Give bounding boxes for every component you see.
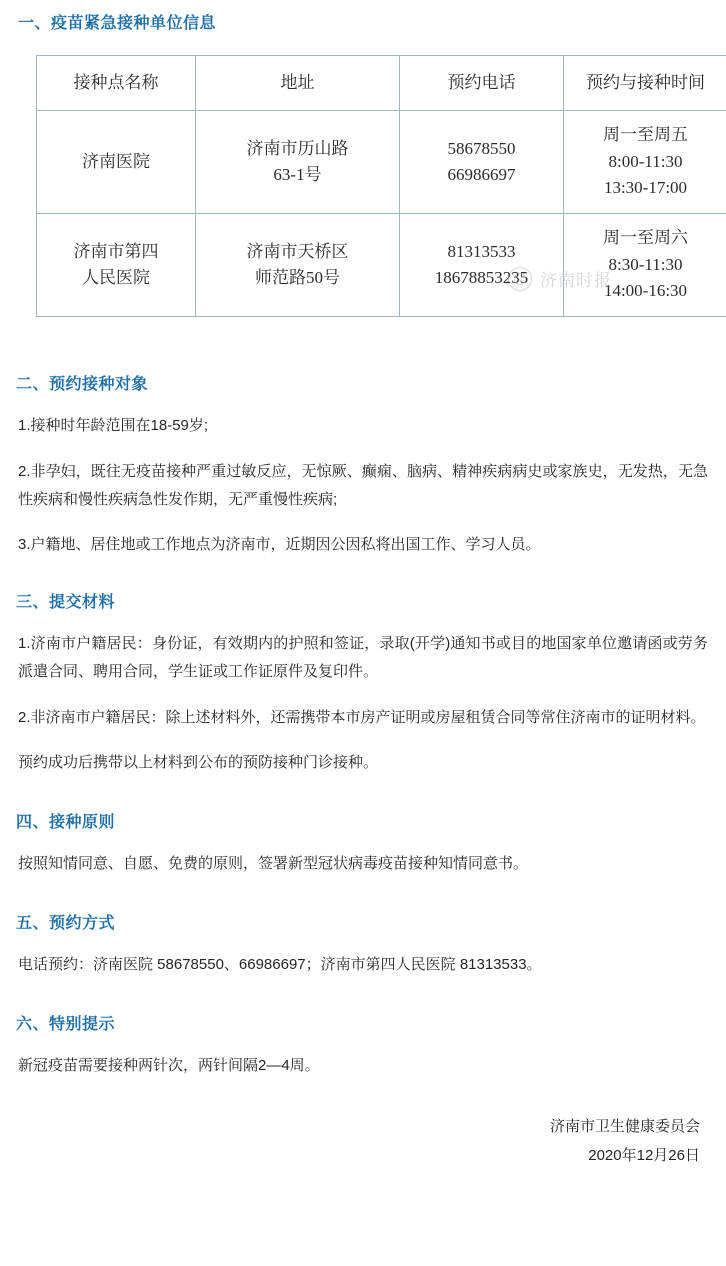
paragraph-3-1: 1.济南市户籍居民：身份证，有效期内的护照和签证，录取(开学)通知书或目的地国家单位邀请函或劳务派遣合同、聘用合同，学生证或工作证原件及复印件。 [18, 630, 708, 686]
cell-line: 人民医院 [41, 265, 191, 291]
section-heading-4: 四、接种原则 [16, 809, 710, 832]
paragraph-2-3: 3.户籍地、居住地或工作地点为济南市，近期因公因私将出国工作、学习人员。 [18, 531, 708, 559]
vaccination-sites-table-wrapper [36, 55, 710, 317]
table-row [37, 214, 726, 317]
table-row [37, 111, 726, 214]
cell-time [564, 214, 726, 317]
paragraph-3-2: 2.非济南市户籍居民：除上述材料外，还需携带本市房产证明或房屋租赁合同等常住济南市的证明材料。 [18, 704, 708, 732]
table-header-phone: 预约电话 [400, 56, 564, 111]
cell-line: 13:30-17:00 [568, 175, 723, 201]
cell-address [196, 111, 400, 214]
cell-line: 81313533 [404, 239, 559, 265]
cell-line: 济南市第四 [41, 239, 191, 265]
paragraph-2-2: 2.非孕妇，既往无疫苗接种严重过敏反应，无惊厥、癫痫、脑病、精神疾病病史或家族史，无发热，无急性疾病和慢性疾病急性发作期，无严重慢性疾病; [18, 458, 708, 514]
footer-date: 2020年12月26日 [16, 1142, 700, 1171]
cell-phone [400, 111, 564, 214]
vaccination-sites-table [36, 55, 726, 317]
watermark-text: 济南时报 [540, 266, 612, 291]
table-header-site-name: 接种点名称 [37, 56, 196, 111]
cell-time [564, 111, 726, 214]
cell-line: 14:00-16:30 [568, 278, 723, 304]
cell-line: 周一至周六 [568, 225, 723, 251]
cell-line: 周一至周五 [568, 122, 723, 148]
cell-address [196, 214, 400, 317]
cell-line: 济南医院 [41, 149, 191, 175]
table-header-address: 地址 [196, 56, 400, 111]
table-header-row [37, 56, 726, 111]
cell-line: 58678550 [404, 136, 559, 162]
section-heading-6: 六、特别提示 [16, 1011, 710, 1034]
cell-line: 8:30-11:30 [568, 252, 723, 278]
paragraph-5-1: 电话预约：济南医院 58678550、66986697；济南市第四人民医院 81313533。 [18, 951, 708, 979]
paragraph-3-3: 预约成功后携带以上材料到公布的预防接种门诊接种。 [18, 749, 708, 777]
table-header-time: 预约与接种时间 [564, 56, 726, 111]
cell-line: 63-1号 [200, 162, 395, 188]
cell-phone [400, 214, 564, 317]
cell-line: 济南市历山路 [200, 136, 395, 162]
section-heading-5: 五、预约方式 [16, 910, 710, 933]
footer-issuer: 济南市卫生健康委员会 [16, 1113, 700, 1142]
paragraph-2-1: 1.接种时年龄范围在18-59岁; [18, 412, 708, 440]
cell-line: 济南市天桥区 [200, 239, 395, 265]
section-heading-1: 一、疫苗紧急接种单位信息 [18, 10, 710, 33]
document-page [0, 10, 726, 1266]
section-heading-3: 三、提交材料 [16, 589, 710, 612]
cell-line: 18678853235 [404, 265, 559, 291]
cell-site-name [37, 214, 196, 317]
paragraph-6-1: 新冠疫苗需要接种两针次，两针间隔2—4周。 [18, 1052, 708, 1080]
cell-line: 8:00-11:30 [568, 149, 723, 175]
cell-line: 66986697 [404, 162, 559, 188]
footer [16, 1113, 710, 1170]
section-heading-2: 二、预约接种对象 [16, 371, 710, 394]
cell-site-name [37, 111, 196, 214]
cell-line: 师范路50号 [200, 265, 395, 291]
paragraph-4-1: 按照知情同意、自愿、免费的原则，签署新型冠状病毒疫苗接种知情同意书。 [18, 850, 708, 878]
